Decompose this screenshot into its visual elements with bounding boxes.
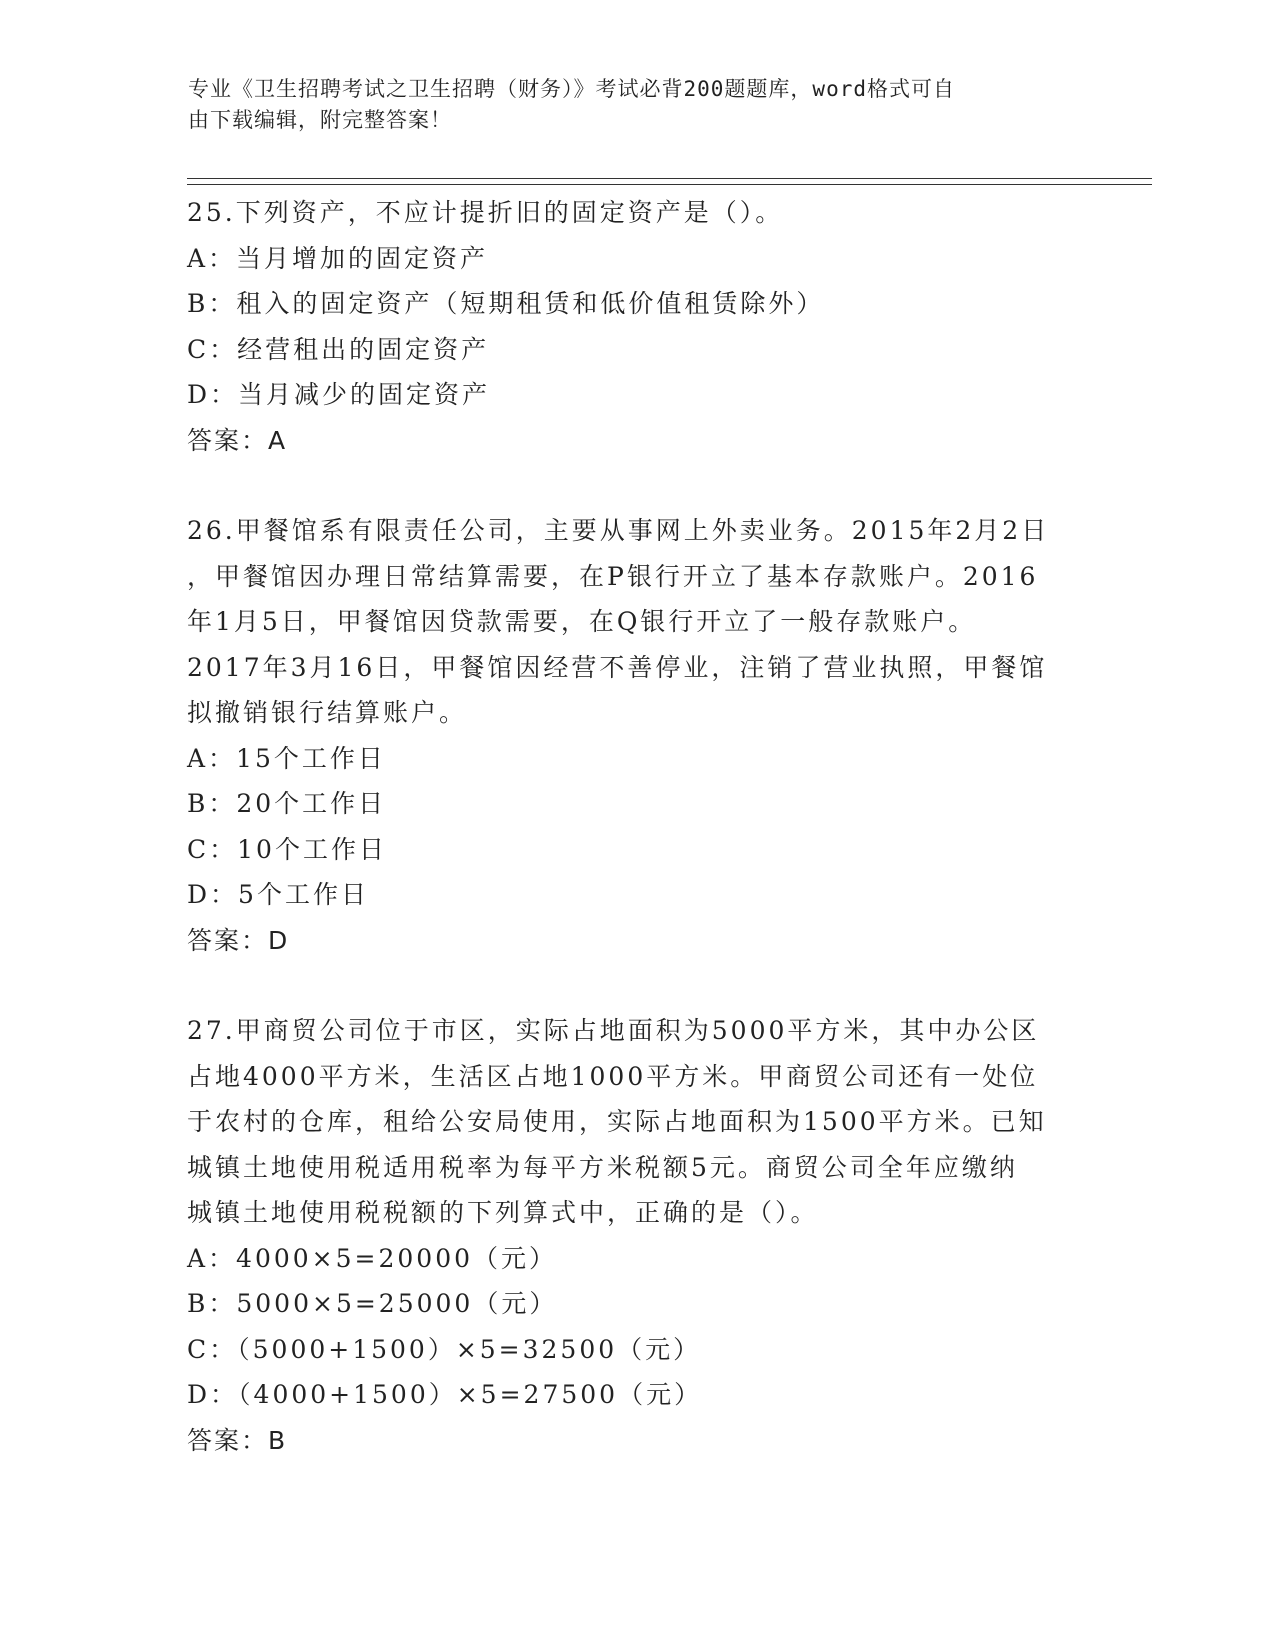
- option-c: C：10个工作日: [187, 834, 387, 864]
- question-stem-line: 年1月5日，甲餐馆因贷款需要，在Q银行开立了一般存款账户。: [187, 607, 977, 636]
- document-header: [188, 74, 1088, 136]
- header-line-2: 由下载编辑，附完整答案！: [188, 108, 452, 132]
- option-c: C：（5000+1500）×5=32500（元）: [187, 1334, 702, 1364]
- header-divider-top: [187, 178, 1152, 179]
- answer-label: 答案：A: [187, 425, 288, 455]
- option-a: A：当月增加的固定资产: [187, 243, 489, 273]
- question-stem-line: 于农村的仓库，租给公安局使用，实际占地面积为1500平方米。已知: [187, 1107, 1047, 1136]
- header-divider-bottom: [187, 184, 1152, 185]
- answer-label: 答案：D: [187, 925, 290, 955]
- question-26: [187, 508, 1087, 963]
- question-stem-line: 占地4000平方米，生活区占地1000平方米。甲商贸公司还有一处位: [187, 1061, 1039, 1091]
- option-b: B：租入的固定资产（短期租赁和低价值租赁除外）: [187, 289, 825, 318]
- question-25: [187, 190, 1087, 463]
- header-line-1: 专业《卫生招聘考试之卫生招聘（财务）》考试必背200题题库，word格式可自: [188, 77, 955, 101]
- option-d: D：5个工作日: [187, 880, 369, 909]
- question-stem-line: 城镇土地使用税适用税率为每平方米税额5元。商贸公司全年应缴纳: [187, 1152, 1018, 1182]
- option-b: B：5000×5=25000（元）: [187, 1289, 558, 1318]
- question-stem-line: 拟撤销银行结算账户。: [187, 698, 468, 727]
- question-27: [187, 1008, 1087, 1463]
- question-stem: 25.下列资产，不应计提折旧的固定资产是（）。: [187, 198, 784, 227]
- option-a: A：4000×5=20000（元）: [187, 1243, 558, 1273]
- question-stem-line: 27.甲商贸公司位于市区，实际占地面积为5000平方米，其中办公区: [187, 1016, 1040, 1045]
- option-a: A：15个工作日: [187, 743, 386, 773]
- answer-label: 答案：B: [187, 1425, 288, 1455]
- option-c: C：经营租出的固定资产: [187, 334, 490, 364]
- question-list: [187, 190, 1087, 1508]
- question-stem-line: 26.甲餐馆系有限责任公司，主要从事网上外卖业务。2015年2月2日: [187, 516, 1050, 545]
- question-stem-line: 2017年3月16日，甲餐馆因经营不善停业，注销了营业执照，甲餐馆: [187, 652, 1048, 682]
- question-stem-line: ，甲餐馆因办理日常结算需要，在P银行开立了基本存款账户。2016: [187, 561, 1039, 591]
- question-stem-line: 城镇土地使用税税额的下列算式中，正确的是（）。: [187, 1198, 819, 1227]
- option-d: D：当月减少的固定资产: [187, 380, 491, 409]
- option-d: D：（4000+1500）×5=27500（元）: [187, 1380, 703, 1409]
- option-b: B：20个工作日: [187, 789, 387, 818]
